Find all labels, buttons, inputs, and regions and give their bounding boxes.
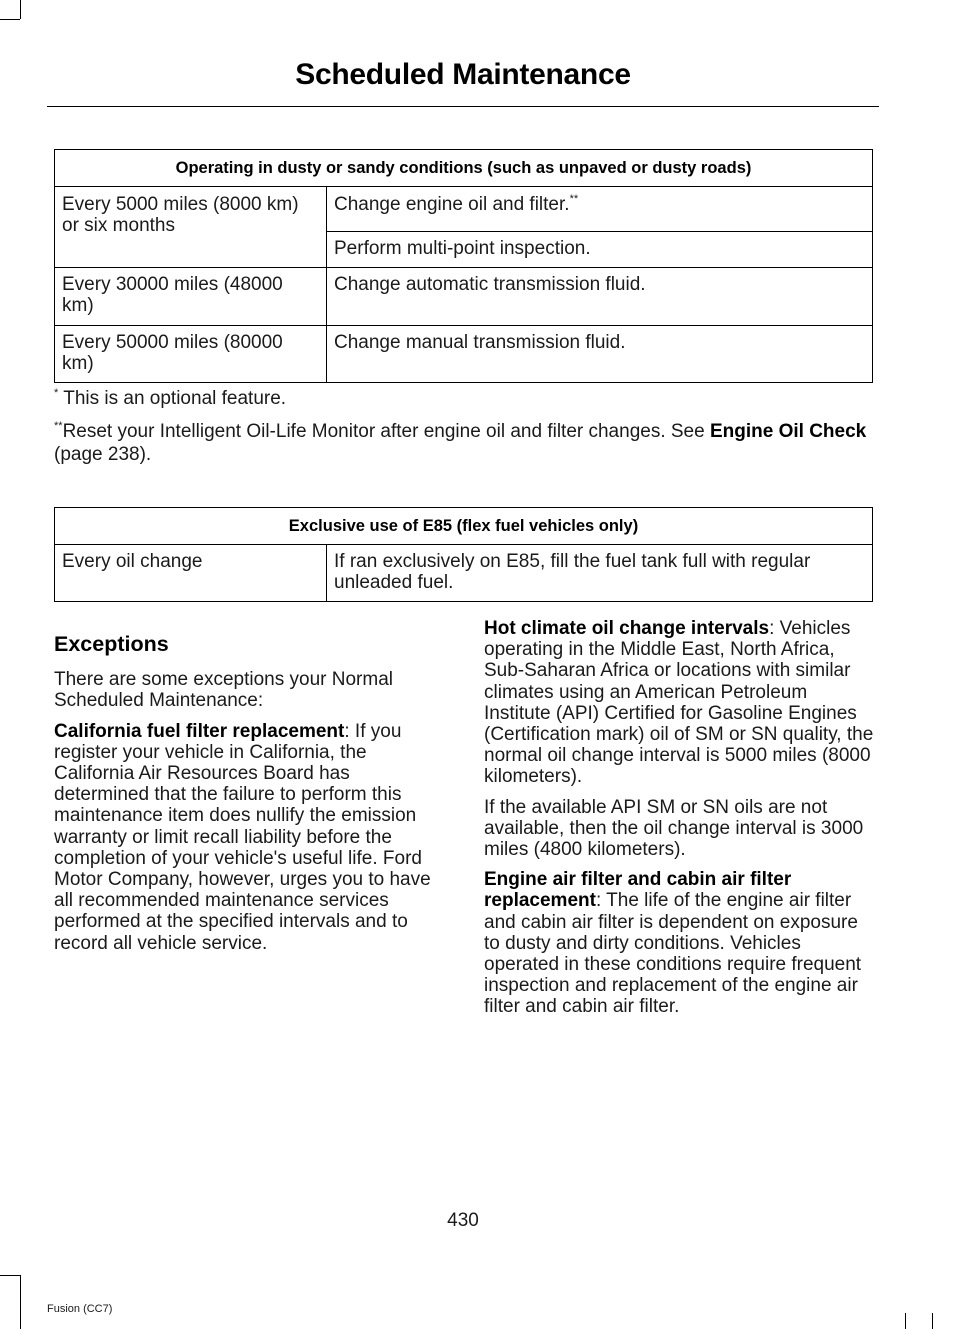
crop-mark-bottom-right-1: [905, 1313, 906, 1329]
footnote-oil-life: [54, 420, 884, 466]
table-header: Operating in dusty or sandy conditions (such as unpaved or dusty roads): [55, 150, 873, 187]
api-oil-paragraph: If the available API SM or SN oils are not available, then the oil change interval is 3000 miles (4800 kilometers).: [484, 796, 864, 861]
footnote-text: Reset your Intelligent Oil-Life Monitor after engine oil and filter changes. See: [62, 421, 710, 442]
action-text: Change engine oil and filter.: [334, 194, 570, 215]
title-divider: [47, 106, 879, 107]
crop-mark-bottom-right-2: [932, 1313, 933, 1329]
crop-mark-top-left-h: [0, 19, 20, 20]
exceptions-right-column: [484, 618, 876, 1027]
table-row: [55, 268, 873, 326]
california-heading: California fuel filter replacement: [54, 720, 345, 742]
table-row: [55, 326, 873, 383]
page-number: 430: [447, 1210, 479, 1231]
e85-table: [54, 507, 873, 602]
table-header-row: [55, 508, 873, 545]
air-filter-paragraph: [484, 869, 876, 1017]
action-cell: Change automatic transmission fluid.: [327, 268, 873, 326]
action-cell: [327, 187, 873, 232]
hot-climate-paragraph: [484, 618, 876, 788]
table-row: [55, 187, 873, 232]
footnote-mark: **: [54, 419, 63, 432]
crop-mark-top-left: [20, 0, 21, 19]
interval-cell: Every 5000 miles (8000 km) or six months: [55, 187, 327, 268]
hot-climate-heading: Hot climate oil change intervals: [484, 618, 770, 639]
interval-cell: Every 30000 miles (48000 km): [55, 268, 327, 326]
action-cell: Perform multi-point inspection.: [327, 232, 873, 268]
table-header-row: [55, 150, 873, 187]
footnote-text: This is an optional feature.: [58, 388, 287, 409]
engine-oil-check-link[interactable]: Engine Oil Check: [709, 421, 867, 442]
california-text: : If you register your vehicle in California, the California Air Resources Board has determined that the failure to perform this maintenance item does nullify the emission warranty or limit recall liability before the completion of your vehicle's useful life. Ford Motor Company, however, urges you to have all recommended maintenance services performed at the specified intervals and to record all vehicle service.: [54, 720, 431, 954]
footnote-mark: *: [54, 386, 59, 399]
action-cell: Change manual transmission fluid.: [327, 326, 873, 383]
footnote-optional: [54, 387, 884, 410]
exceptions-intro: There are some exceptions your Normal Scheduled Maintenance:: [54, 669, 393, 712]
crop-mark-bottom-left-h: [0, 1275, 20, 1276]
footnote-page-ref: (page 238).: [54, 444, 152, 465]
air-filter-text: : The life of the engine air filter and cabin air filter is dependent on exposure to dusty and dirty conditions. Vehicles operated in these conditions require frequent inspection and replacement of the engine air filter and cabin air filter.: [484, 890, 862, 1018]
page-title: Scheduled Maintenance: [295, 58, 631, 91]
action-cell: If ran exclusively on E85, fill the fuel tank full with regular unleaded fuel.: [327, 545, 873, 602]
exceptions-heading: Exceptions: [54, 632, 169, 656]
crop-mark-bottom-left: [20, 1275, 21, 1329]
dusty-conditions-table: [54, 149, 873, 383]
interval-cell: Every 50000 miles (80000 km): [55, 326, 327, 383]
air-filter-heading: Engine air filter and cabin air filter replacement: [484, 869, 792, 912]
table-header: Exclusive use of E85 (flex fuel vehicles only): [55, 508, 873, 545]
footnote-mark: **: [569, 192, 579, 205]
exceptions-left-column: [54, 634, 449, 963]
footer-model-label: Fusion (CC7): [47, 1303, 113, 1315]
california-paragraph: [54, 721, 449, 954]
interval-cell: Every oil change: [55, 545, 327, 602]
table-row: [55, 545, 873, 602]
hot-climate-text: : Vehicles operating in the Middle East, North Africa, Sub-Saharan Africa or locations with similar climates using an American Petroleum Institute (API) Certified for Gasoline Engines (Certification mark) oil of SM or SN quality, the normal oil change interval is 5000 miles (8000 kilometers).: [484, 618, 874, 788]
